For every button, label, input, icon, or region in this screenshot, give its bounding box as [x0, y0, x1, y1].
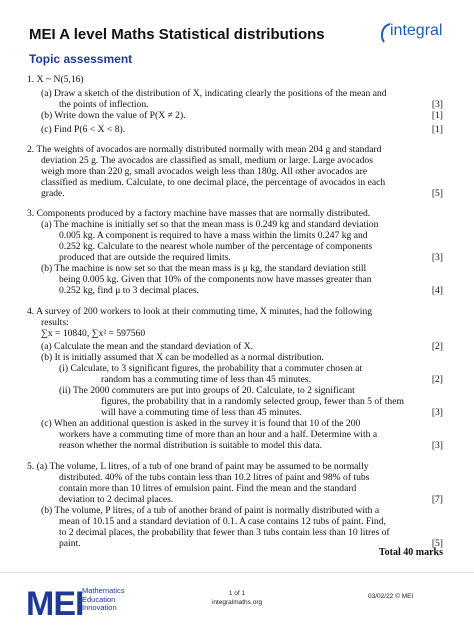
question-text: 0.252 kg, find μ to 3 decimal places. [59, 285, 199, 296]
date-copyright: 03/02/22 © MEI [368, 593, 414, 600]
question-text: deviation 25 g. The avocados are classified as small, medium or large. Large avocados [41, 155, 373, 166]
question-text: produced that are outside the required limits. [59, 252, 231, 263]
question-text: (c) When an additional question is asked in the survey it is found that 10 of the 200 [41, 418, 361, 429]
question-text: paint. [59, 538, 81, 549]
mei-sub-line-2: Education [82, 594, 116, 604]
question-text: (a) Draw a sketch of the distribution of X, indicating clearly the positions of the mean and [41, 88, 387, 99]
question-text: ∑x = 10840, ∑x² = 597560 [41, 328, 146, 339]
question-text: 5. (a) The volume, L litres, of a tub of one brand of paint may be assumed to be normally [27, 461, 369, 472]
question-text: workers have a commuting time of more than an hour and a half. Determine with a [59, 429, 378, 440]
marks-label: [5] [431, 188, 443, 199]
page-number: 1 of 1 [228, 590, 246, 597]
question-text: (i) Calculate, to 3 significant figures, the probability that a commuter chosen at [59, 363, 363, 374]
question-text: the points of inflection. [59, 99, 149, 110]
question-text: distributed. 40% of the tubs contain less than 10.2 litres of paint and 98% of tubs [59, 472, 370, 483]
marks-label: [3] [431, 99, 443, 110]
marks-label: [4] [431, 285, 443, 296]
logo-text: integral [390, 22, 443, 39]
mei-sub-line-1: Mathematics [82, 586, 125, 595]
question-line [41, 328, 443, 340]
question-text: random has a commuting time of less than 45 minutes. [101, 374, 311, 385]
marks-label: [2] [431, 374, 443, 385]
question-line [59, 285, 443, 297]
marks-label: [1] [431, 110, 443, 121]
question-text: (a) The machine is initially set so that the mean mass is 0.249 kg and standard deviation [41, 219, 379, 230]
question-line [27, 74, 443, 86]
question-line [41, 188, 443, 200]
question-text: grade. [41, 188, 65, 199]
marks-label: [1] [431, 124, 443, 135]
question-text: 3. Components produced by a factory machine have masses that are normally distributed. [27, 208, 371, 219]
question-text: 1. X ~ N(5,16) [27, 74, 84, 85]
question-list [27, 74, 443, 564]
question-text: 2. The weights of avocados are normally distributed normally with mean 204 g and standard [27, 144, 382, 155]
question-text: contain more than 10 litres of emulsion paint. Find the mean and the standard [59, 483, 357, 494]
question-text: to 2 decimal places, the probability that fewer than 3 tubs contain less than 10 litres of [59, 527, 390, 538]
question-text: will have a commuting time of less than 45 minutes. [101, 407, 302, 418]
marks-label: [3] [431, 252, 443, 263]
question-text: reason whether the normal distribution is suitable to model this data. [59, 440, 322, 451]
marks-label: [3] [431, 407, 443, 418]
question-text: 4. A survey of 200 workers to look at their commuting time, X minutes, had the following [27, 306, 373, 317]
question-text: 0.252 kg. Calculate to the nearest whole number of the percentage of components [59, 241, 373, 252]
marks-label: [7] [431, 494, 443, 505]
mei-logo: MEI [26, 585, 84, 623]
question-text: being 0.005 kg. Given that 10% of the components now have masses greater than [59, 274, 372, 285]
question-text: figures, the probability that in a randomly selected group, fewer than 5 of them [101, 396, 404, 407]
document-title: MEI A level Maths Statistical distributions [29, 26, 325, 43]
marks-label: [2] [431, 341, 443, 352]
question-line [41, 110, 443, 122]
question-text: 0.005 kg. A component is required to have a mass within the limits 0.247 kg and [59, 230, 368, 241]
question-text: results: [41, 317, 69, 328]
integral-logo [376, 22, 442, 46]
question-line [59, 440, 443, 452]
question-text: weigh more than 220 g, small avocados weigh less than 180g. All other avocados are [41, 166, 368, 177]
marks-label: [3] [431, 440, 443, 451]
question-text: (b) Write down the value of P(X ≠ 2). [41, 110, 186, 121]
footer-divider [0, 572, 474, 573]
question-line [41, 124, 443, 136]
marks-label: [5] [431, 538, 443, 549]
question-text: (ii) The 2000 commuters are put into groups of 20. Calculate, to 2 significant [59, 385, 355, 396]
total-marks: Total 40 marks [378, 547, 443, 558]
section-subtitle: Topic assessment [29, 52, 133, 66]
question-text: (a) Calculate the mean and the standard deviation of X. [41, 341, 254, 352]
site-url: integralmaths.org [211, 599, 263, 606]
question-text: classified as medium. Calculate, to one decimal place, the percentage of avocados in each [41, 177, 386, 188]
mei-sub-line-3: Innovation [82, 603, 117, 612]
question-text: (b) It is initially assumed that X can be modelled as a normal distribution. [41, 352, 324, 363]
question-text: deviation to 2 decimal places. [59, 494, 174, 505]
question-text: mean of 10.15 and a standard deviation of 0.1. A case contains 12 tubs of paint. Find, [59, 516, 386, 527]
question-text: (b) The machine is now set so that the mean mass is μ kg, the standard deviation still [41, 263, 367, 274]
question-text: (c) Find P(6 < X < 8). [41, 124, 126, 135]
question-text: (b) The volume, P litres, of a tub of another brand of paint is normally distributed with a [41, 505, 380, 516]
